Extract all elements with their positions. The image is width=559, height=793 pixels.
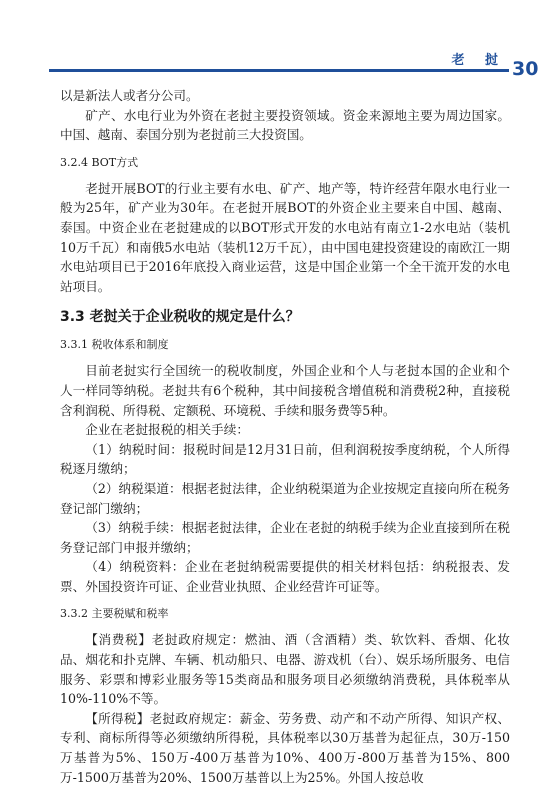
section-heading-3-3: 3.3 老挝关于企业税收的规定是什么？ xyxy=(60,309,300,326)
paragraph: 老挝开展BOT的行业主要有水电、矿产、地产等，特许经营年限水电行业一般为25年，矿产业为30年。在老挝开展BOT的外资企业主要来自中国、越南、泰国。中资企业在老挝建成的以BOT形式开发的水电站有南立1-2水电站（装机10万千瓦）和南俄5水电站（装机12万千瓦），由中国电建投资建设的南欧江一期水电站项目已于2016年底投入商业运营，这是中国企业第一个全干流开发的水电站项目。 xyxy=(60,180,510,294)
list-item: （2）纳税渠道：根据老挝法律，企业纳税渠道为企业按规定直接向所在税务登记部门缴纳； xyxy=(60,480,510,516)
page-number: 30 xyxy=(512,58,539,80)
section-heading-3-2-4: 3.2.4 BOT方式 xyxy=(60,155,139,169)
paragraph: 以是新法人或者分公司。 xyxy=(60,88,199,103)
section-heading-3-3-2: 3.3.2 主要税赋和税率 xyxy=(60,607,169,621)
list-item: （4）纳税资料：企业在老挝纳税需要提供的相关材料包括：纳税报表、发票、外国投资许可证、企业营业执照、企业经营许可证等。 xyxy=(60,559,510,594)
page-body xyxy=(60,86,510,787)
paragraph: 目前老挝实行全国统一的税收制度，外国企业和个人与老挝本国的企业和个人一样同等纳税。老挝共有6个税种，其中间接税含增值税和消费税2种，直接税含利润税、所得税、定额税、环境税、手续和服务费等5种。 xyxy=(60,363,510,418)
paragraph: 矿产、水电行业为外资在老挝主要投资领域。资金来源地主要为周边国家。中国、越南、泰国分别为老挝前三大投资国。 xyxy=(60,107,510,143)
paragraph: 企业在老挝报税的相关手续： xyxy=(85,422,249,438)
list-item: （3）纳税手续：根据老挝法律，企业在老挝的纳税手续为企业直接到所在税务登记部门申报并缴纳； xyxy=(60,520,510,555)
header-rule xyxy=(49,69,509,72)
running-header-title: 老 挝 xyxy=(451,53,506,68)
section-heading-3-3-1: 3.3.1 税收体系和制度 xyxy=(60,338,169,352)
paragraph: 【所得税】老挝政府规定：薪金、劳务费、动产和不动产所得、知识产权、专利、商标所得等必须缴纳所得税，具体税率以30万基普为起征点，30万-150万基普为5%、150万-400万基普为10%、400万-800万基普为15%、800万-1500万基普为20%、1500万基普以上为25%。外国人按总收 xyxy=(60,710,510,785)
paragraph: 【消费税】老挝政府规定：燃油、酒（含酒精）类、软饮料、香烟、化妆品、烟花和扑克牌、车辆、机动船只、电器、游戏机（台）、娱乐场所服务、电信服务、彩票和博彩业服务等15类商品和服务项目必须缴纳消费税，具体税率从10%-110%不等。 xyxy=(60,632,510,707)
list-item: （1）纳税时间：报税时间是12月31日前，但利润税按季度纳税，个人所得税逐月缴纳； xyxy=(60,441,510,477)
